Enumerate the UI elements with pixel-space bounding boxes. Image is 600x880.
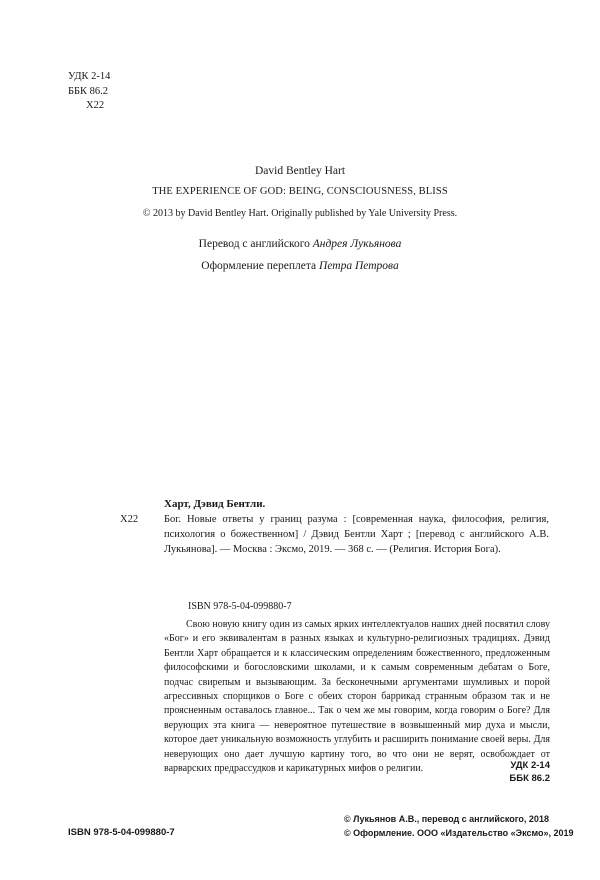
original-copyright: © 2013 by David Bentley Hart. Originally published by Yale University Press. — [142, 208, 458, 219]
translator-name: Андрея Лукьянова — [312, 238, 402, 250]
biblio-code: Х22 — [120, 514, 139, 525]
biblio-isbn: ISBN 978-5-04-099880-7 — [188, 601, 292, 612]
translation-credit — [0, 238, 600, 250]
annotation: Свою новую книгу один из самых ярких интеллектуалов наших дней посвятил слову «Бог» и его эквивалентам в разных языках и культурно-религиозных традициях. Дэвид Бентли Харт обращается и к классическим определениям божественного, предложенным философскими и богословскими школами, и к самым современным дебатам о Боге, подчас свирепым и вызывающим. За бесконечными аргументами шумливых и порой агрессивных спорщиков о Боге с обеих сторон баррикад странным образом так и не проясненным оставалось главное... Так о чем же мы говорим, когда говорим о Боге? Для верующих эта книга — невероятное путешествие в возвышенный мир духа и мысли, которое дает уникальную возможность углубить и расширить понимание своей веры. Для неверующих оно дает лучшую картину того, во что они не верят, освобождает от варварских предрассудков и карикатурных мифов о религии. — [164, 619, 550, 775]
isbn-bottom: ISBN 978-5-04-099880-7 — [68, 827, 175, 838]
cover-design-credit — [0, 260, 600, 272]
biblio-description: Бог. Новые ответы у границ разума : [современная наука, философия, религия, психология о божественном] / Дэвид Бентли Харт ; [перевод с английского А.В. Лукьянова]. — Москва : Эксмо, 2019. — 368 с. — (Религия. История Бога). — [164, 514, 549, 555]
translation-copyright: © Лукьянов А.В., перевод с английского, 2018 — [344, 814, 549, 824]
author-mark: Х22 — [86, 100, 105, 111]
design-copyright: © Оформление. ООО «Издательство «Эксмо», 2019 — [344, 827, 574, 838]
udk-code-bottom: УДК 2-14 — [510, 760, 550, 771]
design-prefix: Оформление переплета — [201, 260, 317, 272]
classification-codes-top — [68, 70, 110, 114]
classification-codes-bottom — [509, 760, 550, 785]
original-title: THE EXPERIENCE OF GOD: BEING, CONSCIOUSNESS, BLISS — [152, 186, 448, 197]
designer-name: Петра Петрова — [319, 260, 399, 272]
biblio-author: Харт, Дэвид Бентли. — [164, 498, 266, 510]
translation-prefix: Перевод с английского — [198, 238, 310, 250]
bbk-code: ББК 86.2 — [68, 85, 109, 97]
udk-code: УДК 2-14 — [68, 71, 111, 82]
original-author: David Bentley Hart — [254, 165, 346, 177]
copyright-bottom — [344, 813, 574, 840]
bbk-code-bottom: ББК 86.2 — [509, 772, 550, 784]
